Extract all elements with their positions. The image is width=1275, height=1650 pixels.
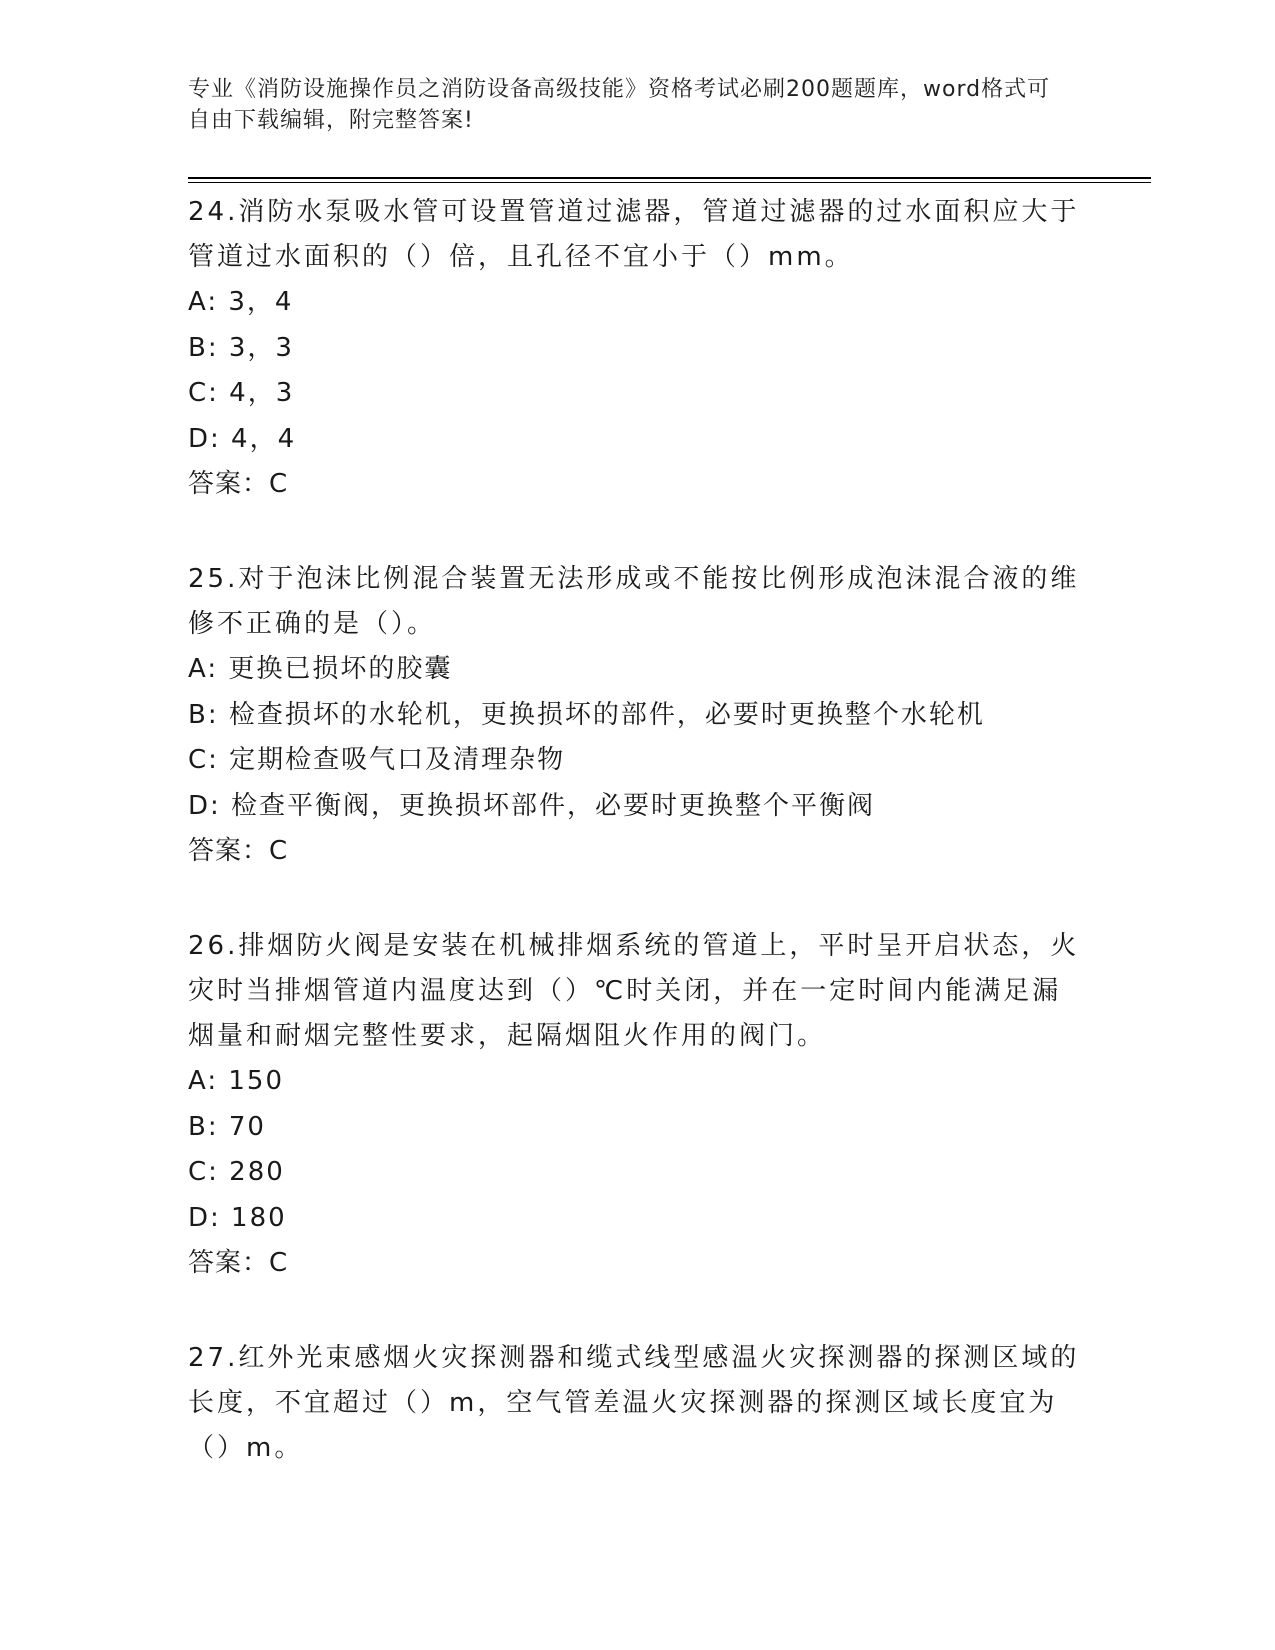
option-a: A: 150 <box>188 1066 284 1096</box>
document-header: 专业《消防设施操作员之消防设备高级技能》资格考试必刷200题题库，word格式可自由下载编辑，附完整答案! <box>188 77 1051 133</box>
option-c: C: 280 <box>188 1157 285 1187</box>
question-25 <box>188 557 1088 874</box>
spacer <box>188 874 1088 924</box>
option-b: B: 3，3 <box>188 332 294 363</box>
answer: 答案：C <box>188 469 289 499</box>
question-24 <box>188 190 1088 507</box>
option-d: D: 检查平衡阀，更换损坏部件，必要时更换整个平衡阀 <box>188 790 876 821</box>
option-a: A: 更换已损坏的胶囊 <box>188 654 453 684</box>
spacer <box>188 507 1088 557</box>
question-list <box>188 190 1088 1471</box>
option-b: B: 检查损坏的水轮机，更换损坏的部件，必要时更换整个水轮机 <box>188 699 985 730</box>
option-c: C: 定期检查吸气口及清理杂物 <box>188 745 566 775</box>
question-stem: 26.排烟防火阀是安装在机械排烟系统的管道上，平时呈开启状态，火灾时当排烟管道内温度达到（）℃时关闭，并在一定时间内能满足漏烟量和耐烟完整性要求，起隔烟阻火作用的阀门。 <box>188 931 1080 1051</box>
question-stem: 27.红外光束感烟火灾探测器和缆式线型感温火灾探测器的探测区域的长度，不宜超过（）m，空气管差温火灾探测器的探测区域长度宜为（）m。 <box>188 1343 1080 1463</box>
header-rule-thin <box>188 182 1151 183</box>
option-b: B: 70 <box>188 1111 266 1142</box>
question-27 <box>188 1336 1088 1471</box>
answer: 答案：C <box>188 836 289 866</box>
option-c: C: 4，3 <box>188 378 295 408</box>
header-rule-thick <box>188 177 1151 179</box>
option-d: D: 180 <box>188 1202 287 1233</box>
question-stem: 24.消防水泵吸水管可设置管道过滤器，管道过滤器的过水面积应大于管道过水面积的（）倍，且孔径不宜小于（）mm。 <box>188 197 1080 272</box>
question-26 <box>188 924 1088 1286</box>
option-a: A: 3，4 <box>188 287 294 317</box>
option-d: D: 4，4 <box>188 423 297 454</box>
answer: 答案：C <box>188 1248 289 1278</box>
spacer <box>188 1286 1088 1336</box>
question-stem: 25.对于泡沫比例混合装置无法形成或不能按比例形成泡沫混合液的维修不正确的是（）。 <box>188 564 1080 639</box>
